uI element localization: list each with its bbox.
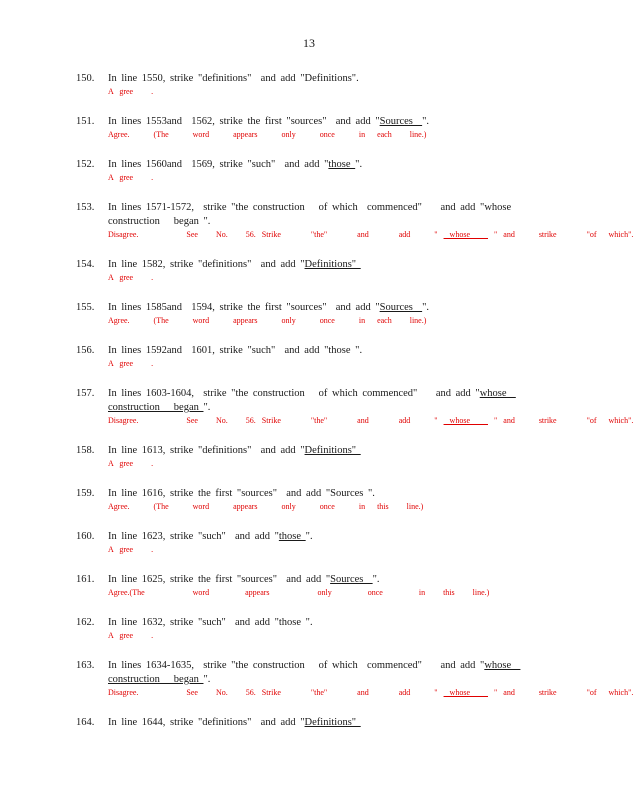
item-number: 152. — [76, 159, 95, 170]
amendment-item — [76, 258, 516, 284]
text-run: In lines 1585and 1594, strike the first "sources" and add " — [108, 302, 380, 313]
item-number: 156. — [76, 345, 95, 356]
page-number: 13 — [303, 36, 315, 50]
item-body — [108, 115, 516, 141]
item-body — [108, 201, 633, 241]
amendment-item — [76, 716, 516, 730]
underlined-text: whose — [443, 230, 488, 239]
underlined-text: whose — [479, 388, 516, 399]
response-text — [108, 86, 516, 98]
item-body — [108, 487, 516, 513]
underlined-text: Sources — [330, 574, 373, 585]
underlined-text: Sources — [379, 302, 423, 313]
item-body — [108, 716, 516, 730]
text-run: Agree. (The word appears only once in this line.) — [108, 502, 424, 511]
text-run: A gree . — [108, 173, 154, 182]
text-run: Agree. (The word appears only once in each line.) — [108, 130, 427, 139]
text-run: In lines 1553and 1562, strike the first "sources" and add " — [108, 116, 380, 127]
amendment-text-line — [108, 158, 516, 172]
amendment-text-line — [108, 673, 633, 687]
text-run: In lines 1603-1604, strike "the construction of which commenced" and add " — [108, 388, 480, 399]
amendment-text-line — [108, 530, 516, 544]
amendment-item — [76, 659, 633, 699]
amendment-item — [76, 616, 516, 642]
item-number: 164. — [76, 717, 95, 728]
item-body — [108, 530, 516, 556]
text-run: " and strike "of which". — [488, 230, 633, 239]
response-text — [108, 315, 516, 327]
text-run: ". — [422, 302, 430, 313]
item-number: 150. — [76, 73, 95, 84]
item-number: 162. — [76, 617, 95, 628]
text-run: In line 1644, strike "definitions" and add " — [108, 717, 305, 728]
text-run: Disagree. See No. 56. Strike "the" and add " — [108, 688, 444, 697]
response-text — [108, 358, 516, 370]
underlined-text: Definitions" — [304, 259, 361, 270]
underlined-text: construction began — [108, 402, 204, 413]
amendment-item — [76, 444, 516, 470]
amendment-item — [76, 115, 516, 141]
item-body — [108, 573, 516, 599]
text-run: A gree . — [108, 87, 154, 96]
response-text — [108, 229, 633, 241]
text-run: ". — [422, 116, 430, 127]
amendment-text-line — [108, 444, 516, 458]
amendment-text-line — [108, 716, 516, 730]
amendment-text-line — [108, 344, 516, 358]
item-body — [108, 444, 516, 470]
item-body — [108, 258, 516, 284]
amendment-text-line — [108, 487, 516, 501]
text-run: A gree . — [108, 359, 154, 368]
text-run: Disagree. See No. 56. Strike "the" and add " — [108, 416, 444, 425]
amendment-item — [76, 530, 516, 556]
amendment-item — [76, 487, 516, 513]
text-run: Disagree. See No. 56. Strike "the" and add " — [108, 230, 444, 239]
item-number: 154. — [76, 259, 95, 270]
item-number: 160. — [76, 531, 95, 542]
text-run: In lines 1560and 1569, strike "such" and add " — [108, 159, 329, 170]
text-run: A gree . — [108, 273, 154, 282]
amendment-item — [76, 387, 633, 427]
item-number: 161. — [76, 574, 95, 585]
underlined-text: Definitions" — [304, 717, 361, 728]
amendment-item — [76, 158, 516, 184]
text-run: " and strike "of which". — [488, 688, 633, 697]
text-run: ". — [203, 674, 211, 685]
item-body — [108, 344, 516, 370]
underlined-text: those — [328, 159, 356, 170]
item-number: 158. — [76, 445, 95, 456]
item-body — [108, 72, 516, 98]
item-number: 153. — [76, 202, 95, 213]
underlined-text: whose — [484, 660, 521, 671]
amendment-item — [76, 344, 516, 370]
response-text — [108, 687, 633, 699]
amendment-text-line — [108, 616, 516, 630]
response-text — [108, 172, 516, 184]
text-run: Agree.(The word appears only once in this line.) — [108, 588, 490, 597]
item-number: 163. — [76, 660, 95, 671]
text-run: ". — [305, 531, 313, 542]
item-body — [108, 301, 516, 327]
amendment-text-line — [108, 115, 516, 129]
response-text — [108, 544, 516, 556]
amendment-item — [76, 301, 516, 327]
underlined-text: whose — [443, 416, 488, 425]
text-run: In line 1582, strike "definitions" and add " — [108, 259, 305, 270]
amendment-text-line — [108, 573, 516, 587]
text-run: Agree. (The word appears only once in each line.) — [108, 316, 427, 325]
item-body — [108, 158, 516, 184]
text-run: In line 1616, strike the first "sources" and add "Sources ". — [108, 488, 375, 499]
amendment-item — [76, 201, 633, 241]
response-text — [108, 458, 516, 470]
text-run: In line 1632, strike "such" and add "those ". — [108, 617, 313, 628]
amendment-item — [76, 72, 516, 98]
amendment-text-line — [108, 201, 633, 215]
underlined-text: those — [278, 531, 306, 542]
text-run: ". — [372, 574, 380, 585]
text-run: In line 1550, strike "definitions" and add "Definitions". — [108, 73, 359, 84]
amendment-text-line — [108, 258, 516, 272]
underlined-text: Definitions" — [304, 445, 361, 456]
response-text — [108, 129, 516, 141]
text-run: A gree . — [108, 459, 154, 468]
text-run: In lines 1634-1635, strike "the construction of which commenced" and add " — [108, 660, 485, 671]
amendment-text-line — [108, 401, 633, 415]
item-number: 151. — [76, 116, 95, 127]
text-run: In line 1613, strike "definitions" and add " — [108, 445, 305, 456]
item-body — [108, 659, 633, 699]
response-text — [108, 587, 516, 599]
text-run: In lines 1592and 1601, strike "such" and add "those ". — [108, 345, 363, 356]
text-run: A gree . — [108, 631, 154, 640]
underlined-text: construction began — [108, 674, 204, 685]
amendment-text-line — [108, 72, 516, 86]
text-run: ". — [203, 402, 211, 413]
item-number: 159. — [76, 488, 95, 499]
response-text — [108, 630, 516, 642]
underlined-text: whose — [443, 688, 488, 697]
response-text — [108, 501, 516, 513]
item-body — [108, 616, 516, 642]
text-run: In line 1625, strike the first "sources" and add " — [108, 574, 331, 585]
item-body — [108, 387, 633, 427]
item-number: 157. — [76, 388, 95, 399]
item-number: 155. — [76, 302, 95, 313]
text-run: In line 1623, strike "such" and add " — [108, 531, 279, 542]
text-run: ". — [355, 159, 363, 170]
text-run: " and strike "of which". — [488, 416, 633, 425]
underlined-text: Sources — [379, 116, 423, 127]
amendment-text-line — [108, 659, 633, 673]
text-run: construction began ". — [108, 216, 211, 227]
amendment-text-line — [108, 301, 516, 315]
amendment-list — [76, 72, 633, 730]
amendment-text-line — [108, 387, 633, 401]
amendment-text-line — [108, 215, 633, 229]
response-text — [108, 415, 633, 427]
text-run: A gree . — [108, 545, 154, 554]
response-text — [108, 272, 516, 284]
amendment-item — [76, 573, 516, 599]
text-run: In lines 1571-1572, strike "the construction of which commenced" and add "whose — [108, 202, 512, 213]
